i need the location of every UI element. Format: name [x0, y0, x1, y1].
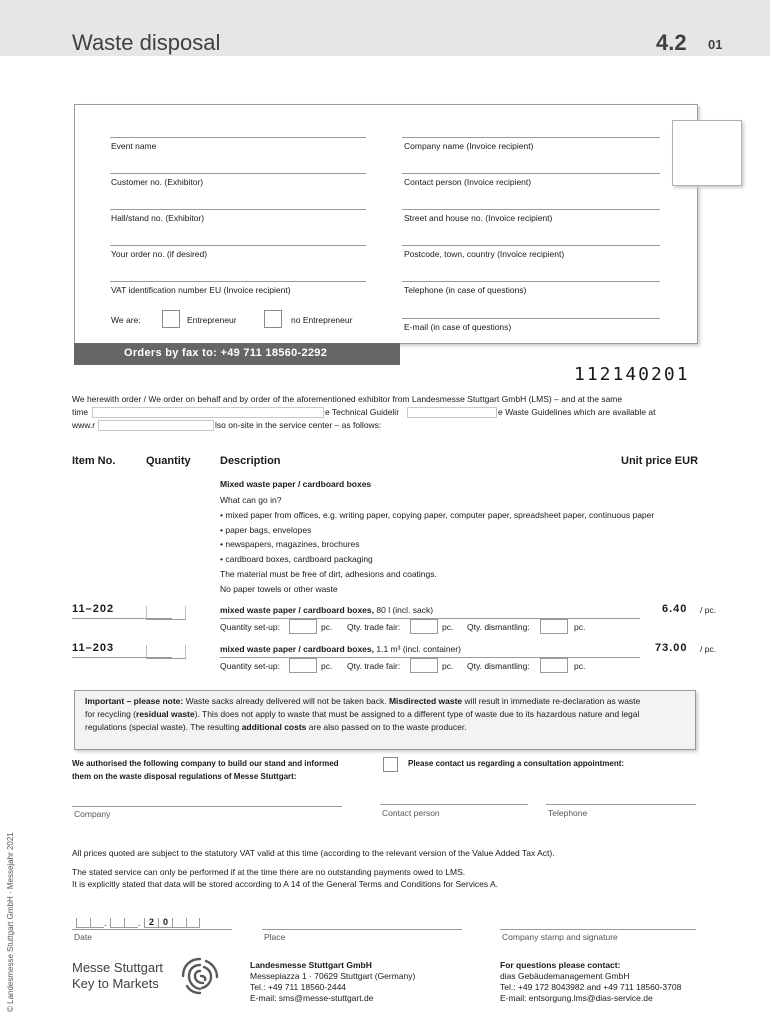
logo-line-1: Messe Stuttgart	[72, 960, 164, 975]
category-bullet-2: • paper bags, envelopes	[220, 525, 312, 535]
vat-line	[110, 281, 366, 282]
vat-field[interactable]: VAT identification number EU (Invoice recipient)	[111, 285, 291, 295]
footer-lms-name: Landesmesse Stuttgart GmbH	[250, 960, 372, 970]
place-field[interactable]: Place	[264, 932, 286, 942]
authorised-line-2: them on the waste disposal regulations of Messe Stuttgart:	[72, 772, 297, 781]
company-name-line	[402, 137, 660, 138]
intro-line-2c: e Waste Guidelines which are available at	[498, 407, 656, 417]
item-price: 73.00	[655, 642, 688, 654]
item-code: 11–202	[72, 603, 115, 615]
pc-label: pc.	[442, 622, 454, 632]
telephone-line	[546, 804, 696, 805]
fax-bar: Orders by fax to: +49 711 18560-2292	[74, 343, 400, 365]
qty-trade-fair-input[interactable]	[410, 619, 438, 634]
date-field[interactable]	[76, 918, 200, 928]
telephone-field-2[interactable]: Telephone	[548, 808, 588, 818]
category-bullet-4: • cardboard boxes, cardboard packaging	[220, 554, 373, 564]
no-entrepreneur-label: no Entrepreneur	[291, 315, 353, 325]
fingerprint-logo-icon	[180, 956, 220, 996]
copyright-side-text: © Landesmesse Stuttgart GmbH · Messejahr 2021	[6, 832, 15, 1012]
contact-person-field[interactable]: Contact person (Invoice recipient)	[404, 177, 532, 187]
category-title: Mixed waste paper / cardboard boxes	[220, 479, 372, 489]
terms-data: It is explicitly stated that data will be stored according to A 14 of the General Terms and Conditions for Services A.	[72, 879, 499, 889]
date-separator: .	[104, 918, 107, 928]
item-unit: / pc.	[700, 644, 717, 654]
item-code: 11–203	[72, 642, 115, 654]
customer-no-field[interactable]: Customer no. (Exhibitor)	[111, 177, 204, 187]
qty-trade-fair-label: Qty. trade fair:	[347, 622, 401, 632]
footer-contact-company: dias Gebäudemanagement GmbH	[500, 971, 630, 981]
col-unit-price: Unit price EUR	[621, 455, 699, 467]
important-note: Important – please note: Waste sacks already delivered will not be taken back. Misdirected waste will result in immediate re-declaration as waste for recycling (residual waste). This does not apply to waste that must be assigned to a different type of waste due to its hazardous nature and legal regulations (special waste). The resulting additional costs are also passed on to the waste producer.	[74, 690, 696, 750]
fax-address-window	[672, 120, 742, 186]
form-number-sub: 01	[708, 37, 723, 52]
footer-contact-title: For questions please contact:	[500, 960, 621, 970]
item-price: 6.40	[662, 603, 688, 615]
postcode-line	[402, 245, 660, 246]
category-what: What can go in?	[220, 495, 282, 505]
company-line	[72, 806, 342, 807]
footer-lms-email[interactable]: E-mail: sms@messe-stuttgart.de	[250, 993, 374, 1003]
item-description: mixed waste paper / cardboard boxes, 1.1 m³ (incl. container)	[220, 644, 461, 654]
stamp-signature-field[interactable]: Company stamp and signature	[502, 932, 618, 942]
intro-line-2b: e Technical Guidelir	[325, 407, 400, 417]
qty-trade-fair-label: Qty. trade fair:	[347, 661, 401, 671]
qty-dismantling-label: Qty. dismantling:	[467, 661, 530, 671]
pc-label: pc.	[574, 622, 586, 632]
footer-contact-email[interactable]: E-mail: entsorgung.lms@dias-service.de	[500, 993, 653, 1003]
logo-line-2: Key to Markets	[72, 976, 159, 991]
col-description: Description	[220, 455, 281, 467]
order-number: 112140201	[574, 364, 690, 385]
intro-line-3b: lso on-site in the service center – as follows:	[215, 420, 382, 430]
event-name-field[interactable]: Event name	[111, 141, 157, 151]
consultation-checkbox[interactable]	[383, 757, 398, 772]
postcode-field[interactable]: Postcode, town, country (Invoice recipient)	[404, 249, 565, 259]
pc-label: pc.	[442, 661, 454, 671]
footer-lms-address: Messepiazza 1 · 70629 Stuttgart (Germany)	[250, 971, 416, 981]
we-are-label: We are:	[111, 315, 141, 325]
date-line	[72, 929, 232, 930]
col-quantity: Quantity	[146, 455, 191, 467]
contact-person-field-2[interactable]: Contact person	[382, 808, 440, 818]
hall-stand-field[interactable]: Hall/stand no. (Exhibitor)	[111, 213, 205, 223]
event-name-line	[110, 137, 366, 138]
item-underline	[72, 657, 172, 658]
form-box	[74, 104, 698, 344]
no-entrepreneur-checkbox[interactable]	[264, 310, 282, 328]
place-line	[262, 929, 462, 930]
entrepreneur-label: Entrepreneur	[187, 315, 237, 325]
telephone-field[interactable]: Telephone (in case of questions)	[404, 285, 527, 295]
date-cell	[124, 918, 138, 928]
consultation-label: Please contact us regarding a consultation appointment:	[408, 759, 625, 768]
item-description: mixed waste paper / cardboard boxes, 80 l (incl. sack)	[220, 605, 434, 615]
date-separator: .	[138, 918, 141, 928]
street-field[interactable]: Street and house no. (Invoice recipient)	[404, 213, 553, 223]
page-title: Waste disposal	[72, 30, 221, 55]
street-line	[402, 209, 660, 210]
email-line	[402, 318, 660, 319]
order-no-field[interactable]: Your order no. (if desired)	[111, 249, 208, 259]
qty-dismantling-label: Qty. dismantling:	[467, 622, 530, 632]
date-cell	[110, 918, 124, 928]
hall-stand-line	[110, 209, 366, 210]
qty-setup-label: Quantity set-up:	[220, 661, 281, 671]
intro-line-2a: time	[72, 407, 89, 417]
qty-dismantling-input[interactable]	[540, 619, 568, 634]
date-label: Date	[74, 932, 92, 942]
telephone-line	[402, 281, 660, 282]
authorised-line-1: We authorised the following company to build our stand and informed	[72, 759, 339, 768]
category-no-towels: No paper towels or other waste	[220, 584, 338, 594]
terms-service: The stated service can only be performed if at the time there are no outstanding payments owed to LMS.	[72, 867, 466, 877]
entrepreneur-checkbox[interactable]	[162, 310, 180, 328]
category-bullet-1: • mixed paper from offices, e.g. writing paper, copying paper, computer paper, spreadsheet paper, continuous paper	[220, 510, 655, 520]
qty-setup-input[interactable]	[289, 658, 317, 673]
intro-line-1: We herewith order / We order on behalf and by order of the aforementioned exhibitor from Landesmesse Stuttgart GmbH (LMS) – and at the same	[72, 394, 623, 404]
contact-person-line	[380, 804, 528, 805]
order-no-line	[110, 245, 366, 246]
date-year-digit: 0	[158, 918, 172, 928]
category-bullet-3: • newspapers, magazines, brochures	[220, 539, 360, 549]
pc-label: pc.	[574, 661, 586, 671]
customer-no-line	[110, 173, 366, 174]
company-field[interactable]: Company	[74, 809, 111, 819]
date-year-digit: 2	[144, 918, 158, 928]
date-cell	[172, 918, 186, 928]
date-cell	[76, 918, 90, 928]
company-name-field[interactable]: Company name (Invoice recipient)	[404, 141, 534, 151]
date-cell	[90, 918, 104, 928]
form-number: 4.2	[656, 30, 687, 55]
pc-label: pc.	[321, 661, 333, 671]
qty-setup-label: Quantity set-up:	[220, 622, 281, 632]
item-unit: / pc.	[700, 605, 717, 615]
date-cell	[186, 918, 200, 928]
stamp-line	[500, 929, 696, 930]
col-item-no: Item No.	[72, 455, 116, 467]
terms-vat: All prices quoted are subject to the statutory VAT valid at this time (according to the relevant version of the Value Added Tax Act).	[72, 848, 555, 858]
item-underline	[72, 618, 172, 619]
intro-field-box-3	[98, 420, 214, 431]
category-free-note: The material must be free of dirt, adhesions and coatings.	[220, 569, 437, 579]
footer-contact-tel: Tel.: +49 172 8043982 and +49 711 18560-3708	[500, 982, 682, 992]
qty-dismantling-input[interactable]	[540, 658, 568, 673]
intro-field-box-1	[92, 407, 324, 418]
qty-setup-input[interactable]	[289, 619, 317, 634]
qty-trade-fair-input[interactable]	[410, 658, 438, 673]
footer-lms-tel: Tel.: +49 711 18560-2444	[250, 982, 347, 992]
email-field[interactable]: E-mail (in case of questions)	[404, 322, 512, 332]
intro-field-box-2	[407, 407, 497, 418]
contact-person-line	[402, 173, 660, 174]
pc-label: pc.	[321, 622, 333, 632]
intro-line-3a: www.r	[72, 420, 96, 430]
